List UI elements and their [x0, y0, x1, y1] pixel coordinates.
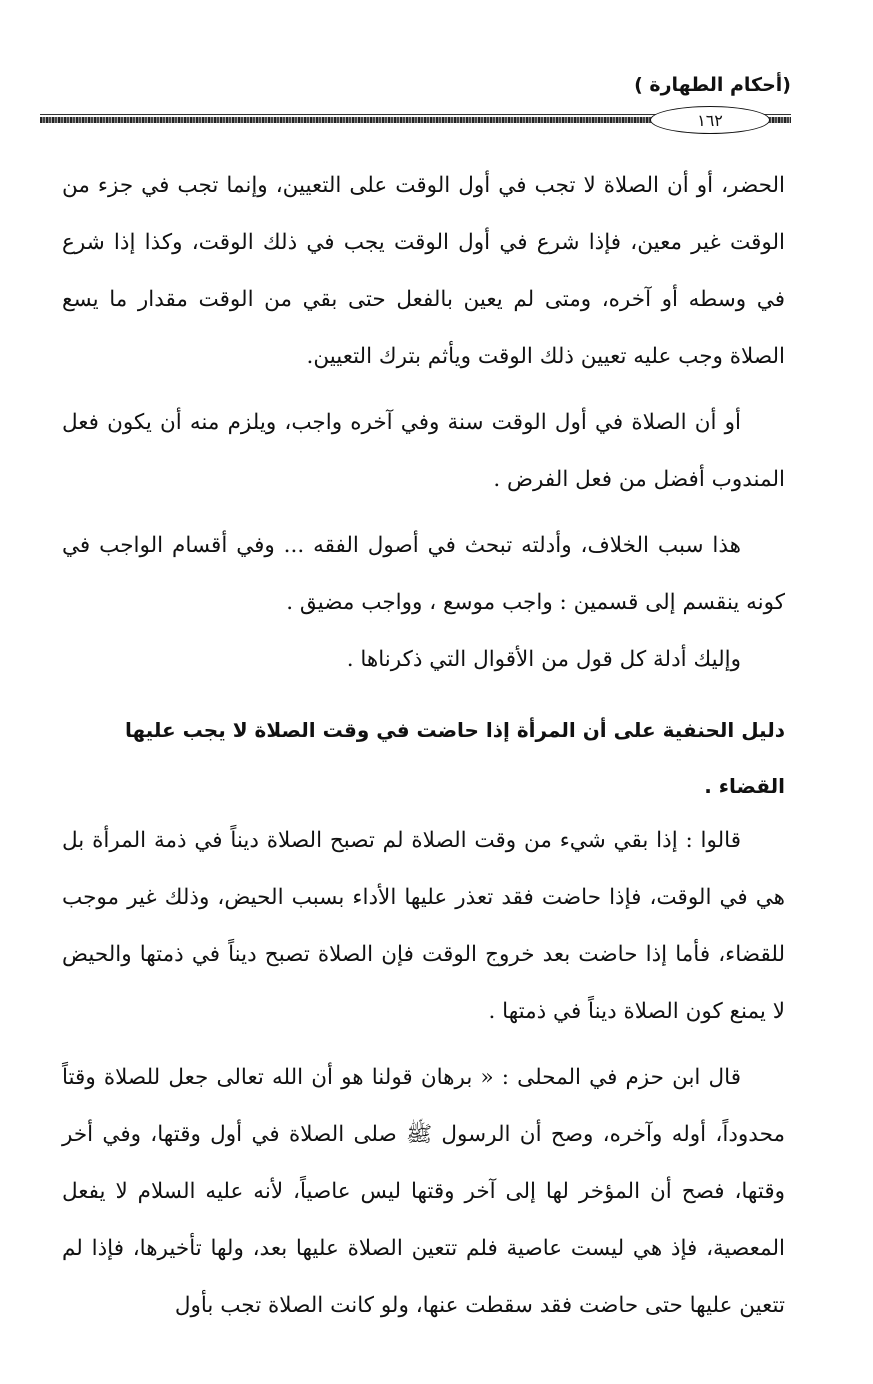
paragraph-3: هذا سبب الخلاف، وأدلته تبحث في أصول الفقه ... وفي أقسام الواجب في كونه ينقسم إلى قسمين : واجب موسع ، وواجب مضيق . [62, 533, 785, 615]
paragraph-4: وإليك أدلة كل قول من الأقوال التي ذكرناها . [346, 647, 741, 672]
paragraph-5: قالوا : إذا بقي شيء من وقت الصلاة لم تصبح الصلاة ديناً في ذمة المرأة بل هي في الوقت، فإذا حاضت فقد تعذر عليها الأداء بسبب الحيض، وذلك غير موجب للقضاء، فأما إذا حاضت بعد خروج الوقت فإن الصلاة تصبح ديناً في ذمتها والحيض لا يمنع كون الصلاة ديناً في ذمتها . [62, 828, 785, 1024]
page-number: ١٦٢ [650, 106, 770, 134]
section-heading: دليل الحنفية على أن المرأة إذا حاضت في وقت الصلاة لا يجب عليها القضاء . [124, 718, 785, 798]
page-body [62, 157, 785, 1334]
running-title: (أحكام الطهارة ) [634, 74, 791, 96]
paragraph-2: أو أن الصلاة في أول الوقت سنة وفي آخره واجب، ويلزم منه أن يكون فعل المندوب أفضل من فعل الفرض . [62, 410, 785, 492]
paragraph-1: الحضر، أو أن الصلاة لا تجب في أول الوقت على التعيين، وإنما تجب في جزء من الوقت غير معين، فإذا شرع في أول الوقت يجب في ذلك الوقت، وكذا إذا شرع في وسطه أو آخره، ومتى لم يعين بالفعل حتى بقي من الوقت مقدار ما يسع الصلاة وجب عليه تعيين ذلك الوقت ويأثم بترك التعيين. [62, 173, 785, 369]
page-header [40, 70, 791, 130]
paragraph-6: قال ابن حزم في المحلى : « برهان قولنا هو أن الله تعالى جعل للصلاة وقتاً محدوداً، أوله وآخره، وصح أن الرسول ﷺ صلى الصلاة في أول وقتها، وفي أخر وقتها، فصح أن المؤخر لها إلى آخر وقتها ليس عاصياً، لأنه عليه السلام لا يفعل المعصية، فإذ هي ليست عاصية فلم تتعين الصلاة عليها بعد، ولها تأخيرها، فإذا لم تتعين عليها حتى حاضت فقد سقطت عنها، ولو كانت الصلاة تجب بأول [62, 1065, 785, 1318]
